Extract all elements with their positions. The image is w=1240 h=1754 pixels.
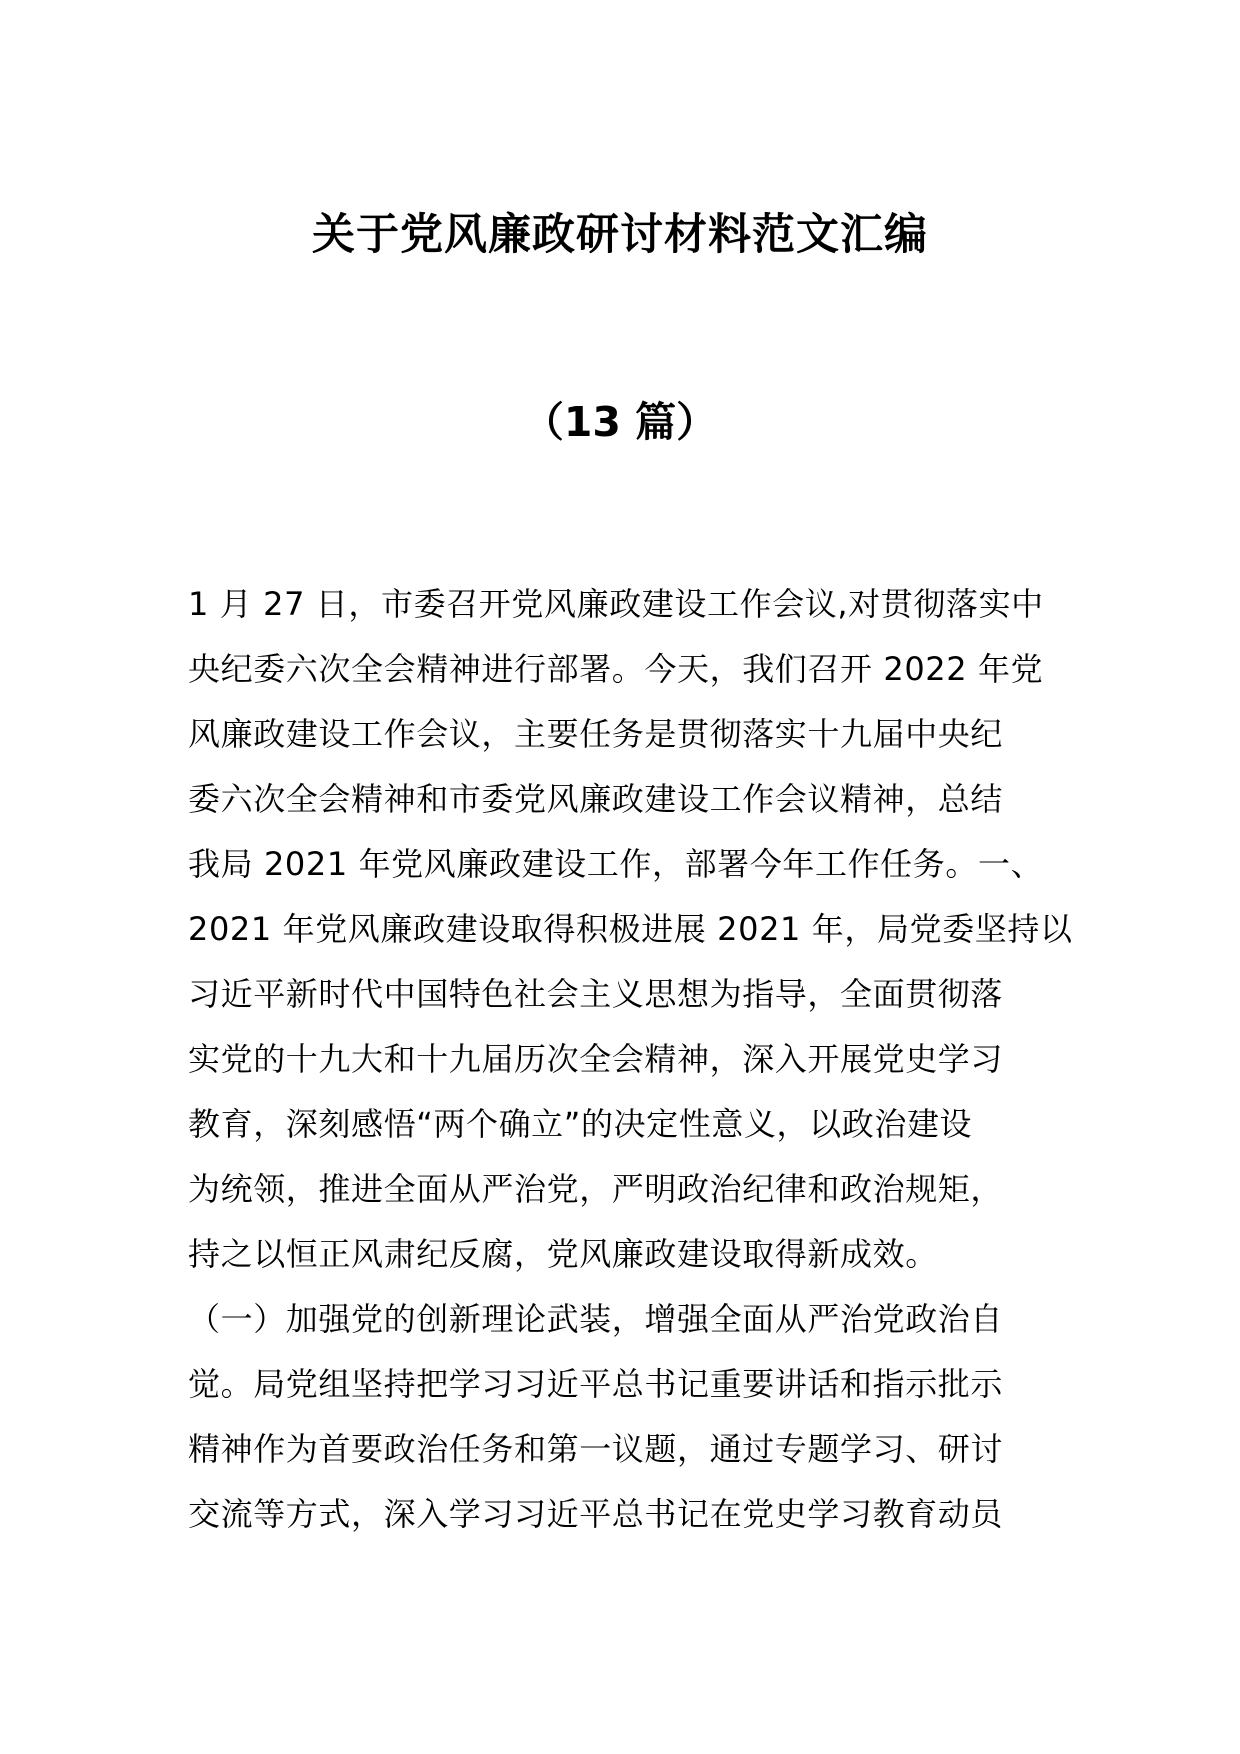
text-line: 觉。局党组坚持把学习习近平总书记重要讲话和指示批示 [188, 1365, 1004, 1403]
text-line: 教育，深刻感悟“两个确立”的决定性意义，以政治建设 [188, 1105, 973, 1143]
text-line: 为统领，推进全面从严治党，严明政治纪律和政治规矩， [188, 1170, 1004, 1208]
text-line: 精神作为首要政治任务和第一议题，通过专题学习、研讨 [188, 1430, 1004, 1468]
text-line: 1 月 27 日，市委召开党风廉政建设工作会议,对贯彻落实中 [188, 585, 1044, 623]
text-line: 实党的十九大和十九届历次全会精神，深入开展党史学习 [188, 1040, 1004, 1078]
text-line: 央纪委六次全会精神进行部署。今天，我们召开 2022 年党 [188, 650, 1044, 688]
text-line: 习近平新时代中国特色社会主义思想为指导，全面贯彻落 [188, 975, 1004, 1013]
text-line: 风廉政建设工作会议，主要任务是贯彻落实十九届中央纪 [188, 715, 1004, 753]
text-line: （一）加强党的创新理论武装，增强全面从严治党政治自 [188, 1300, 1004, 1338]
text-line: 我局 2021 年党风廉政建设工作，部署今年工作任务。一、 [188, 845, 1044, 883]
text-line: 2021 年党风廉政建设取得积极进展 2021 年，局党委坚持以 [188, 910, 1073, 948]
text-line: 委六次全会精神和市委党风廉政建设工作会议精神，总结 [188, 780, 1004, 818]
document-title: 关于党风廉政研讨材料范文汇编 [312, 210, 928, 260]
text-line: 交流等方式，深入学习习近平总书记在党史学习教育动员 [188, 1495, 1004, 1533]
text-line: 持之以恒正风肃纪反腐，党风廉政建设取得新成效。 [188, 1235, 938, 1273]
body-paragraph [188, 572, 1073, 1547]
document-subtitle: （13 篇） [522, 398, 718, 446]
